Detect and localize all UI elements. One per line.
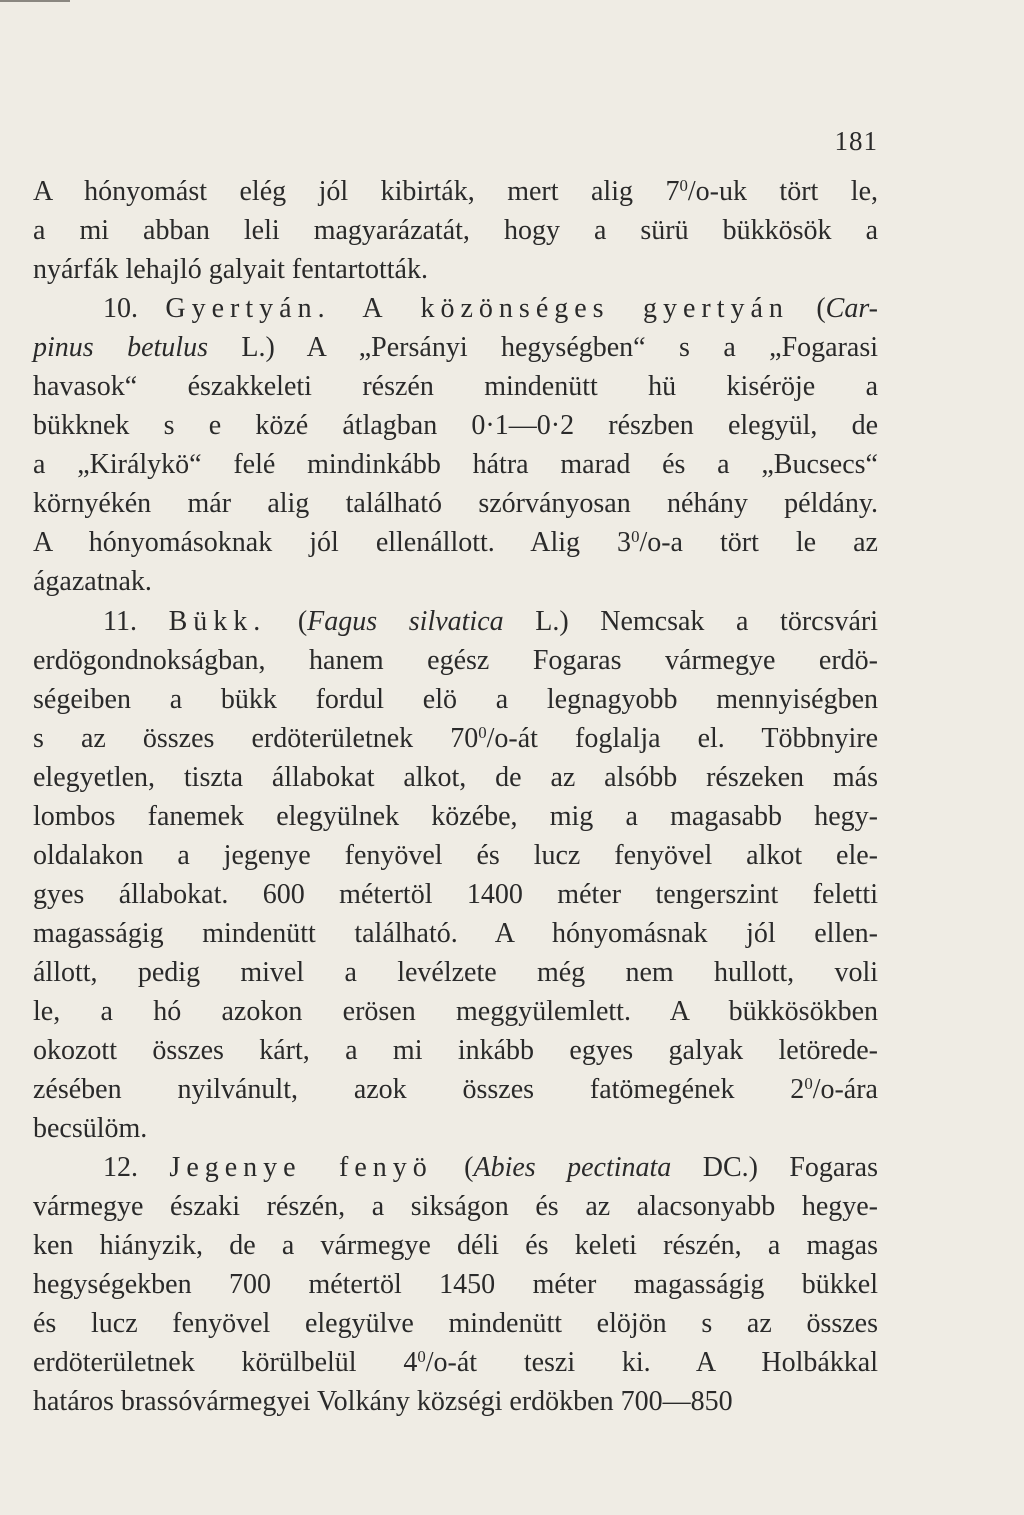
text-segment: állott, pedig mivel a levélzete még nem hullott, voli — [33, 956, 878, 988]
italic-text: Car- — [825, 293, 878, 325]
superscript: 0 — [417, 1347, 426, 1367]
text-line — [33, 328, 878, 367]
text-line — [33, 758, 878, 797]
italic-text: Fagus silvatica — [307, 605, 504, 637]
spaced-heading: Bükk. — [168, 605, 267, 637]
text-segment: vármegye északi részén, a sikságon és az alacsonyabb hegye- — [33, 1191, 878, 1223]
text-segment: s az összes erdöterületnek 70 — [33, 722, 479, 754]
body-text — [33, 172, 878, 1422]
text-segment: bükknek s e közé átlagban 0·1—0·2 részben elegyül, de — [33, 410, 878, 442]
text-segment: magasságig mindenütt található. A hónyomásnak jól ellen- — [33, 917, 878, 949]
text-line — [33, 953, 878, 992]
text-segment: A hónyomásoknak jól ellenállott. Alig 3 — [33, 527, 632, 559]
text-segment: 12. — [103, 1152, 170, 1184]
top-edge-rule — [0, 0, 70, 2]
text-line — [33, 172, 878, 211]
text-segment: nyárfák lehajló galyait fentartották. — [33, 254, 428, 286]
text-segment: le, a hó azokon erösen meggyülemlett. A bükkösökben — [33, 995, 878, 1027]
superscript: 0 — [679, 175, 688, 195]
text-line — [33, 1148, 878, 1187]
text-line — [33, 797, 878, 836]
text-segment: a „Királykö“ felé mindinkább hátra marad és a „Bucsecs“ — [33, 449, 878, 481]
text-line — [33, 992, 878, 1031]
text-segment: /o-uk tört le, — [687, 176, 879, 207]
text-segment: 11. — [103, 605, 169, 637]
text-segment: L.) A „Persányi hegységben“ s a „Fogarasi — [207, 332, 878, 364]
superscript: 0 — [478, 722, 487, 742]
text-line — [33, 602, 878, 641]
spaced-heading: Jegenye fenyö — [169, 1152, 433, 1184]
text-segment: DC.) Fogaras — [671, 1152, 878, 1184]
text-segment: ágazatnak. — [33, 566, 152, 598]
text-segment: hegységekben 700 métertöl 1450 méter magasságig bükkel — [33, 1269, 878, 1301]
text-line — [33, 523, 878, 562]
superscript: 0 — [631, 527, 640, 547]
text-line — [33, 875, 878, 914]
text-segment: okozott összes kárt, a mi inkább egyes galyak letörede- — [33, 1035, 878, 1067]
text-segment: havasok“ északkeleti részén mindenütt hü kiséröje a — [33, 371, 878, 403]
text-segment: zésében nyilvánult, azok összes fatömegének 2 — [33, 1074, 805, 1106]
text-segment: /o-ára — [812, 1074, 878, 1106]
text-line — [33, 1070, 878, 1109]
text-line — [33, 211, 878, 250]
text-segment: erdöterületnek körülbelül 4 — [33, 1347, 418, 1379]
italic-text: Abies pectinata — [473, 1152, 672, 1184]
text-segment: oldalakon a jegenye fenyövel és lucz fenyövel alkot ele- — [33, 839, 878, 871]
superscript: 0 — [804, 1073, 813, 1093]
italic-text: pinus betulus — [33, 332, 208, 364]
text-line — [33, 1226, 878, 1265]
text-line — [33, 836, 878, 875]
text-line — [33, 1304, 878, 1343]
spaced-heading: Gyertyán. A közönséges gyertyán — [165, 293, 789, 325]
text-line — [33, 1031, 878, 1070]
text-line — [33, 406, 878, 445]
text-line — [33, 641, 878, 680]
text-segment: ( — [432, 1152, 474, 1184]
text-segment: A hónyomást elég jól kibirták, mert alig 7 — [33, 176, 680, 207]
text-segment: /o-a tört le az — [639, 527, 878, 559]
text-line — [33, 719, 878, 758]
text-segment: gyes állabokat. 600 métertöl 1400 méter tengerszint feletti — [33, 878, 878, 910]
text-segment: ( — [266, 605, 308, 637]
text-line — [33, 484, 878, 523]
text-line — [33, 680, 878, 719]
text-line — [33, 367, 878, 406]
text-line — [33, 1343, 878, 1382]
text-segment: erdögondnokságban, hanem egész Fogaras vármegye erdö- — [33, 644, 878, 676]
text-line — [33, 289, 878, 328]
text-line — [33, 1109, 878, 1148]
text-segment: /o-át foglalja el. Többnyire — [486, 722, 878, 754]
text-segment: ( — [788, 293, 826, 325]
text-segment: környékén már alig található szórványosan néhány példány. — [33, 488, 878, 520]
text-line — [33, 1382, 878, 1421]
text-segment: lombos fanemek elegyülnek közébe, mig a magasabb hegy- — [33, 800, 878, 832]
text-segment: becsülöm. — [33, 1113, 148, 1145]
text-line — [33, 445, 878, 484]
text-segment: 10. — [103, 293, 166, 325]
text-segment: /o-át teszi ki. A Holbákkal — [425, 1347, 878, 1379]
text-line — [33, 1265, 878, 1304]
text-segment: a mi abban leli magyarázatát, hogy a sürü bükkösök a — [33, 215, 878, 247]
text-segment: és lucz fenyövel elegyülve mindenütt elöjön s az összes — [33, 1308, 878, 1340]
text-segment: L.) Nemcsak a törcsvári — [503, 605, 879, 637]
text-segment: határos brassóvármegyei Volkány községi erdökben 700—850 — [33, 1386, 733, 1418]
page-number: 181 — [834, 126, 878, 156]
text-segment: ségeiben a bükk fordul elö a legnagyobb mennyiségben — [33, 683, 878, 715]
text-line — [33, 562, 878, 601]
text-line — [33, 914, 878, 953]
text-segment: elegyetlen, tiszta állabokat alkot, de az alsóbb részeken más — [33, 761, 878, 793]
text-segment: ken hiányzik, de a vármegye déli és keleti részén, a magas — [33, 1230, 878, 1262]
text-line — [33, 250, 878, 289]
text-line — [33, 1187, 878, 1226]
